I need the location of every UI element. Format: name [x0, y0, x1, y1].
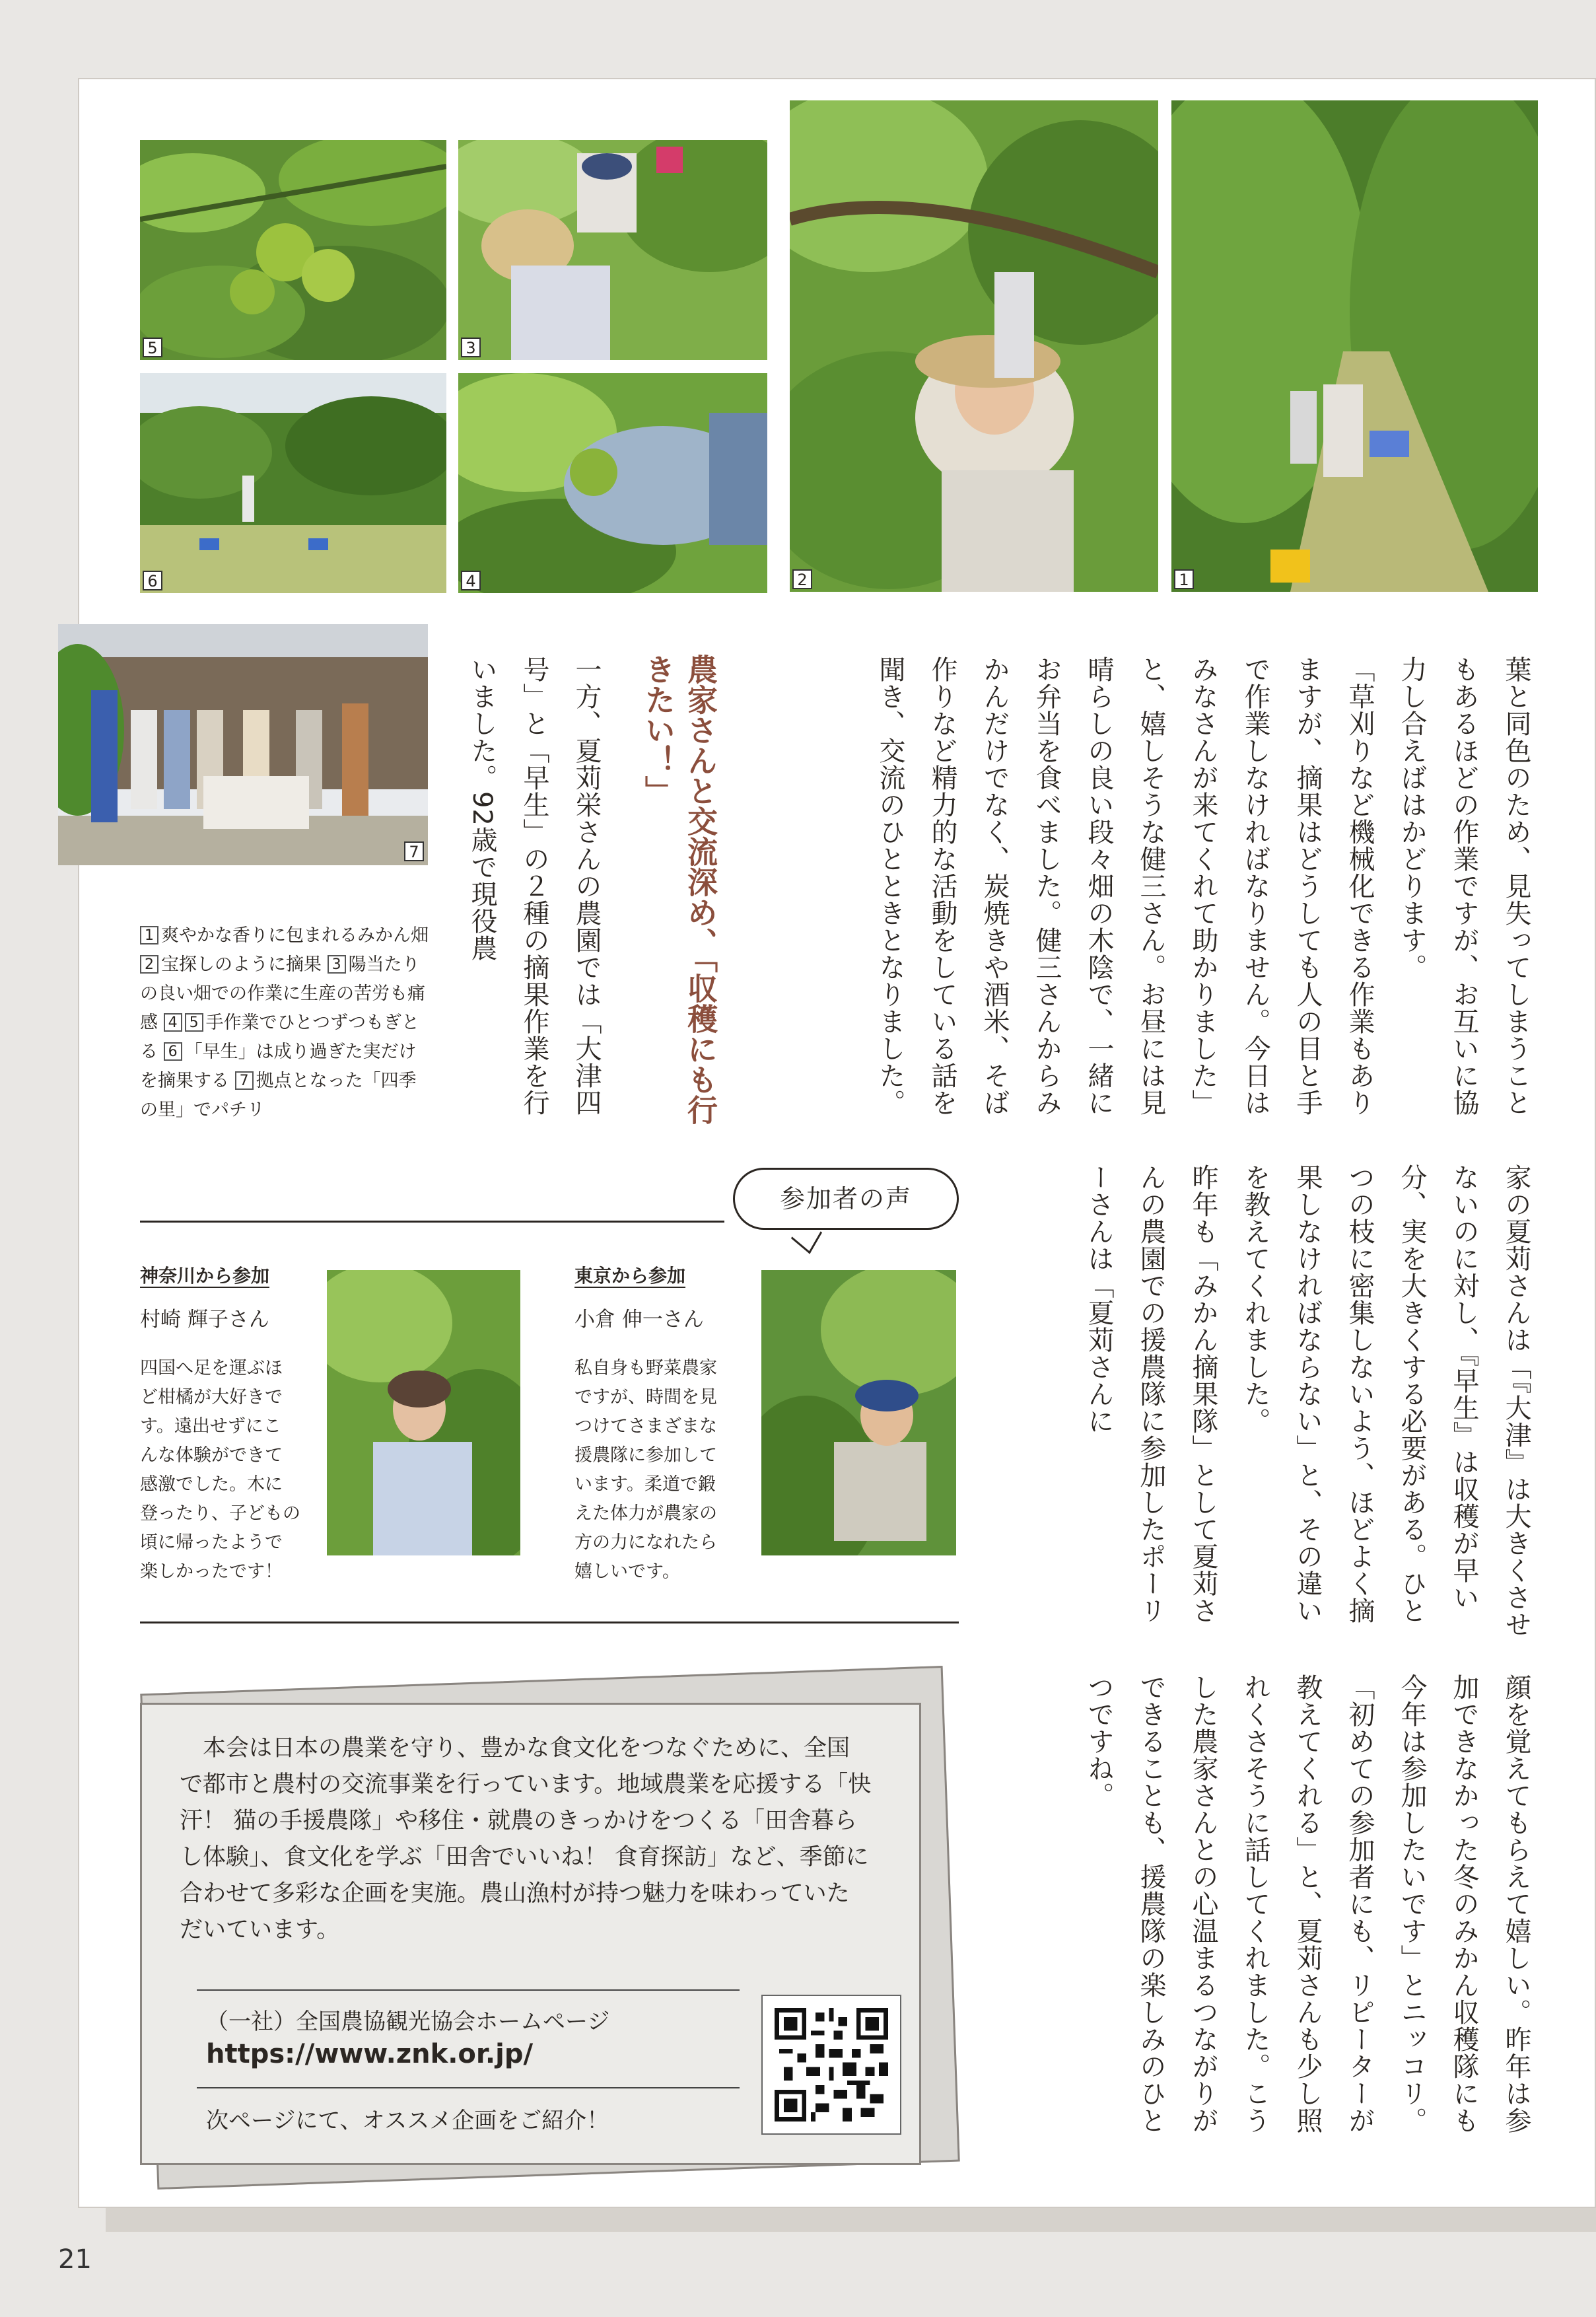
caption-7: 拠点となった「四季の里」でパチリ [140, 1071, 417, 1120]
caption-number: 4 [164, 1013, 182, 1032]
caption-2: 宝探しのように摘果 [161, 954, 322, 975]
voice-1-text: 四国へ足を運ぶほ ど柑橘が大好きで す。遠出せずにこ んな体験ができて 感激でした。木に 登ったり、子どもの 頃に帰ったようで 楽しかったです！ [140, 1358, 300, 1582]
voice-2-photo [761, 1270, 956, 1555]
article-paragraph: 昨年も「みかん摘果隊」として夏苅さんの農園での援農隊に参加したポーリーさんは「夏苅さんに [1084, 1164, 1218, 1624]
photo-number: 1 [1174, 569, 1194, 589]
article-paragraph: 「草刈りなど機械化できる作業もありますが、摘果はどうしても人の目と手で作業しなければなりません。今日はみなさんが来てくれて助かりました」と、嬉しそうな健三さん。お昼には見晴らしの良い段々畑の木陰で、一緒にお弁当を食べました。健三さんからみかんだけでなく、炭焼きや酒米、そば作りなど精力的な活動をしている話を聞き、交流のひとときとなりました。 [875, 656, 1375, 1116]
caption-number: 1 [140, 926, 158, 945]
article-paragraph: 葉と同色のため、見失ってしまうこともあるほどの作業ですが、お互いに協力し合えばはかどります。 [1397, 656, 1531, 1116]
photo-number: 7 [404, 841, 424, 861]
article-col-3: 一方、夏苅栄さんの農園では「大津四号」と「早生」の２種の摘果作業を行いました。92歳で現役農 [467, 656, 602, 1116]
caption-number: 3 [328, 955, 346, 974]
photo-2-reaching [790, 100, 1158, 592]
voices-top-rule [140, 1221, 724, 1223]
article-col-6: 顔を覚えてもらえて嬉しい。昨年は参加できなかった冬のみかん収穫隊にも今年は参加したいです」とニッコリ。「初めての参加者にも、リピーターが教えてくれる」と、夏苅さんも少し照れくさそうに話してくれました。こうした農家さんとの心温まるつながりができることも、援農隊の楽しみのひとつですね。 [1084, 1674, 1531, 2134]
photo-3-picking [458, 140, 767, 360]
page-number: 21 [58, 2244, 92, 2275]
voice-1-photo [327, 1270, 520, 1555]
photo-number: 5 [143, 338, 162, 357]
photo-6-field [140, 373, 446, 593]
caption-1: 爽やかな香りに包まれるみかん畑 [161, 925, 429, 946]
page-shadow [106, 2208, 1596, 2232]
caption-number: 6 [164, 1042, 182, 1061]
article-paragraph: 家の夏苅さんは「『大津』は大きくさせないのに対し、『早生』は収穫が早い分、実を大きくする必要がある。ひとつの枝に密集しないよう、ほどよく摘果しなければならない」と、その違いを教えてくれました。 [1240, 1164, 1531, 1638]
photo-number: 3 [461, 338, 481, 357]
voice-1-region: 神奈川から参加 [140, 1265, 270, 1287]
section-heading: 農家さんと交流深め、「収穫にも行きたい！」 [641, 654, 718, 1125]
info-box-rule [197, 2087, 740, 2088]
caption-6: 「早生」は成り過ぎた実だけを摘果する [140, 1042, 417, 1091]
voices-title: 参加者の声 [733, 1168, 959, 1230]
photo-captions [140, 921, 434, 1125]
voice-2-region: 東京から参加 [574, 1265, 686, 1287]
caption-number: 2 [140, 955, 158, 974]
caption-number: 7 [235, 1071, 254, 1090]
caption-3: 陽当たりの良い畑での作業に生産の苦労も痛感 [140, 954, 425, 1033]
org-name: （一社）全国農協観光協会ホームページ [206, 2009, 610, 2035]
photo-number: 6 [143, 571, 162, 590]
photo-1-path [1171, 100, 1538, 592]
voice-2-text: 私自身も野菜農家 ですが、時間を見 つけてさまざまな 援農隊に参加して います。柔道で鍛 えた体力が農家の 方の力になれたら 嬉しいです。 [574, 1358, 717, 1582]
photo-7-group [58, 624, 428, 865]
voices-bottom-rule [140, 1622, 959, 1623]
info-box-text: 本会は日本の農業を守り、豊かな食文化をつなぐために、全国 で都市と農村の交流事業を行っています。地域農業を応援する「快 汗！ 猫の手援農隊」や移住・就農のきっかけをつくる「田舎暮ら し体験」、食文化を学ぶ「田舎でいいね！ 食育探訪」など、季節に 合わせて多彩な企画を実施。農山漁村が持つ魅力を味わっていた だいています。 [180, 1735, 872, 1943]
photo-5-citrus [140, 140, 446, 360]
article-col-1 [864, 656, 1542, 1131]
next-page-note: 次ページにて、オススメ企画をご紹介！ [206, 2108, 609, 2134]
voice-1-name: 村崎 輝子さん [140, 1308, 269, 1332]
homepage-link[interactable]: https://www.znk.or.jp/ [206, 2039, 534, 2069]
voice-2-name: 小倉 伸一さん [574, 1308, 704, 1332]
caption-number: 5 [185, 1013, 203, 1032]
qr-code[interactable] [761, 1995, 901, 2135]
article-col-4 [1072, 1164, 1542, 1639]
photo-number: 2 [792, 569, 812, 589]
photo-number: 4 [461, 571, 481, 590]
info-box-rule [197, 1989, 740, 1991]
photo-4-hands [458, 373, 767, 593]
caption-45: 手作業でひとつずつもぎとる [140, 1013, 420, 1062]
